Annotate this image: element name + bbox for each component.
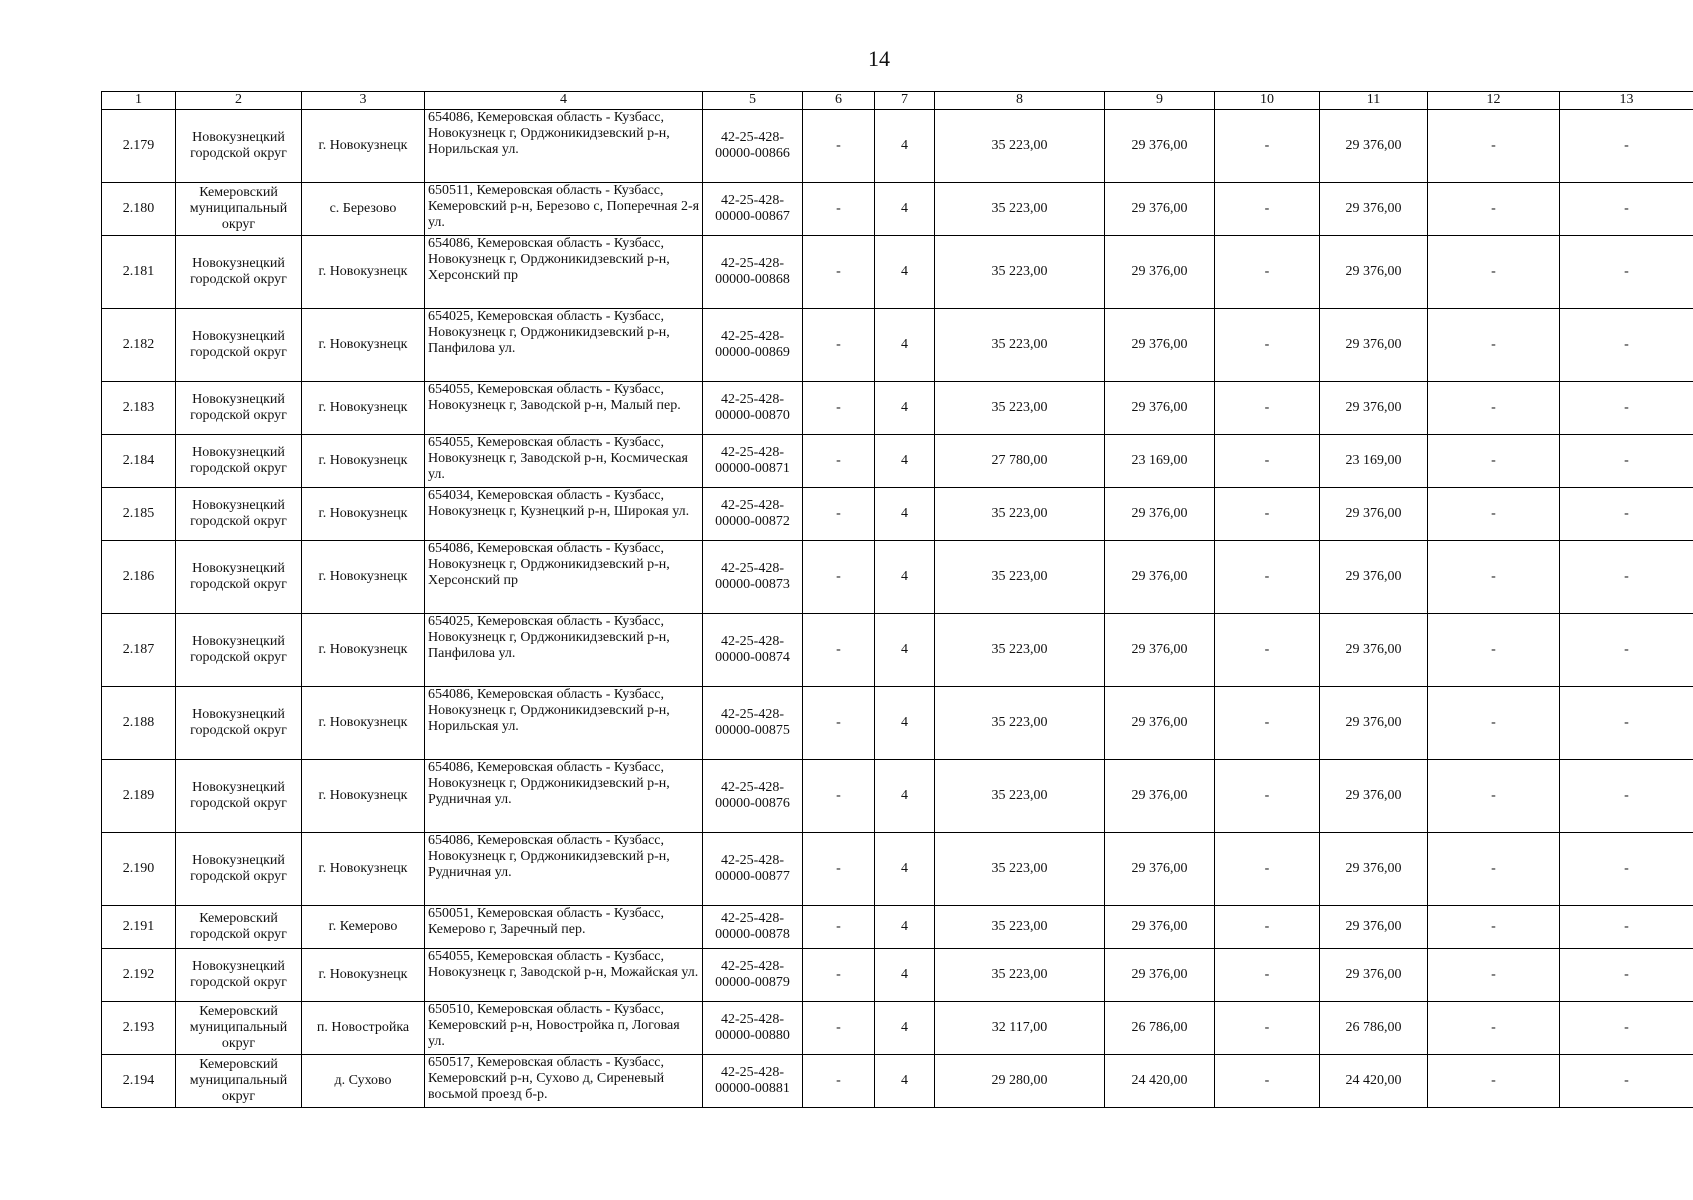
col-10-value: -: [1215, 1055, 1320, 1108]
column-number-header: 5: [703, 92, 803, 110]
col-12-value: -: [1428, 1002, 1560, 1055]
municipality: Новокузнецкий городской округ: [176, 614, 302, 687]
row-number: 2.187: [102, 614, 176, 687]
table-body: [102, 110, 1693, 1108]
col-11-value: 29 376,00: [1320, 309, 1428, 382]
address: 650051, Кемеровская область - Кузбасс, Кемерово г, Заречный пер.: [425, 906, 703, 949]
municipality: Новокузнецкий городской округ: [176, 110, 302, 183]
col-11-value: 29 376,00: [1320, 614, 1428, 687]
row-number: 2.188: [102, 687, 176, 760]
col-10-value: -: [1215, 614, 1320, 687]
municipality: Новокузнецкий городской округ: [176, 541, 302, 614]
col-8-value: 32 117,00: [935, 1002, 1105, 1055]
settlement: с. Березово: [302, 183, 425, 236]
row-number: 2.186: [102, 541, 176, 614]
col-10-value: -: [1215, 1002, 1320, 1055]
col-12-value: -: [1428, 309, 1560, 382]
col-13-value: -: [1560, 1055, 1693, 1108]
col-9-value: 29 376,00: [1105, 949, 1215, 1002]
col-11-value: 29 376,00: [1320, 541, 1428, 614]
col-10-value: -: [1215, 435, 1320, 488]
col-11-value: 29 376,00: [1320, 382, 1428, 435]
table-row: [102, 382, 1693, 435]
table-row: [102, 760, 1693, 833]
row-number: 2.181: [102, 236, 176, 309]
table-row: [102, 435, 1693, 488]
col-13-value: -: [1560, 906, 1693, 949]
col-6-value: -: [803, 309, 875, 382]
column-number-header: 3: [302, 92, 425, 110]
col-7-value: 4: [875, 760, 935, 833]
col-9-value: 29 376,00: [1105, 614, 1215, 687]
col-7-value: 4: [875, 183, 935, 236]
row-number: 2.182: [102, 309, 176, 382]
col-11-value: 24 420,00: [1320, 1055, 1428, 1108]
col-7-value: 4: [875, 435, 935, 488]
table-row: [102, 236, 1693, 309]
row-number: 2.192: [102, 949, 176, 1002]
col-6-value: -: [803, 183, 875, 236]
table-row: [102, 906, 1693, 949]
table-row: [102, 833, 1693, 906]
col-6-value: -: [803, 760, 875, 833]
col-10-value: -: [1215, 309, 1320, 382]
settlement: г. Новокузнецк: [302, 614, 425, 687]
col-8-value: 35 223,00: [935, 488, 1105, 541]
column-number-header: 13: [1560, 92, 1693, 110]
col-8-value: 35 223,00: [935, 906, 1105, 949]
col-6-value: -: [803, 541, 875, 614]
municipality: Кемеровский муниципальный округ: [176, 1002, 302, 1055]
col-7-value: 4: [875, 1055, 935, 1108]
col-9-value: 29 376,00: [1105, 906, 1215, 949]
col-13-value: -: [1560, 949, 1693, 1002]
col-9-value: 29 376,00: [1105, 110, 1215, 183]
municipality: Новокузнецкий городской округ: [176, 949, 302, 1002]
col-13-value: -: [1560, 435, 1693, 488]
col-9-value: 29 376,00: [1105, 833, 1215, 906]
municipality: Новокузнецкий городской округ: [176, 760, 302, 833]
registry-code: 42-25-428-00000-00876: [703, 760, 803, 833]
row-number: 2.179: [102, 110, 176, 183]
row-number: 2.190: [102, 833, 176, 906]
col-9-value: 29 376,00: [1105, 309, 1215, 382]
col-8-value: 35 223,00: [935, 760, 1105, 833]
municipality: Кемеровский муниципальный округ: [176, 1055, 302, 1108]
municipality: Новокузнецкий городской округ: [176, 687, 302, 760]
col-11-value: 29 376,00: [1320, 488, 1428, 541]
col-6-value: -: [803, 906, 875, 949]
col-6-value: -: [803, 949, 875, 1002]
col-12-value: -: [1428, 541, 1560, 614]
col-13-value: -: [1560, 833, 1693, 906]
address: 654055, Кемеровская область - Кузбасс, Новокузнецк г, Заводской р-н, Малый пер.: [425, 382, 703, 435]
municipality: Новокузнецкий городской округ: [176, 382, 302, 435]
col-7-value: 4: [875, 541, 935, 614]
col-12-value: -: [1428, 906, 1560, 949]
municipality: Кемеровский городской округ: [176, 906, 302, 949]
row-number: 2.180: [102, 183, 176, 236]
page-number: 14: [868, 46, 890, 71]
col-12-value: -: [1428, 949, 1560, 1002]
col-6-value: -: [803, 1055, 875, 1108]
settlement: д. Сухово: [302, 1055, 425, 1108]
address: 650510, Кемеровская область - Кузбасс, Кемеровский р-н, Новостройка п, Логовая ул.: [425, 1002, 703, 1055]
settlement: г. Новокузнецк: [302, 488, 425, 541]
col-12-value: -: [1428, 488, 1560, 541]
col-10-value: -: [1215, 382, 1320, 435]
col-8-value: 27 780,00: [935, 435, 1105, 488]
column-number-header: 10: [1215, 92, 1320, 110]
column-number-row: [102, 92, 1693, 110]
col-13-value: -: [1560, 236, 1693, 309]
col-11-value: 29 376,00: [1320, 687, 1428, 760]
col-9-value: 29 376,00: [1105, 760, 1215, 833]
col-12-value: -: [1428, 382, 1560, 435]
column-number-header: 9: [1105, 92, 1215, 110]
col-11-value: 29 376,00: [1320, 183, 1428, 236]
col-9-value: 23 169,00: [1105, 435, 1215, 488]
address: 654086, Кемеровская область - Кузбасс, Новокузнецк г, Орджоникидзевский р-н, Норильская ул.: [425, 110, 703, 183]
col-13-value: -: [1560, 687, 1693, 760]
row-number: 2.189: [102, 760, 176, 833]
col-6-value: -: [803, 488, 875, 541]
col-7-value: 4: [875, 906, 935, 949]
municipality: Новокузнецкий городской округ: [176, 435, 302, 488]
col-12-value: -: [1428, 614, 1560, 687]
col-12-value: -: [1428, 183, 1560, 236]
settlement: г. Новокузнецк: [302, 833, 425, 906]
address: 654086, Кемеровская область - Кузбасс, Новокузнецк г, Орджоникидзевский р-н, Херсонский пр: [425, 236, 703, 309]
registry-code: 42-25-428-00000-00875: [703, 687, 803, 760]
col-6-value: -: [803, 382, 875, 435]
settlement: г. Новокузнецк: [302, 435, 425, 488]
column-number-header: 1: [102, 92, 176, 110]
col-8-value: 35 223,00: [935, 110, 1105, 183]
col-6-value: -: [803, 110, 875, 183]
column-number-header: 8: [935, 92, 1105, 110]
registry-code: 42-25-428-00000-00877: [703, 833, 803, 906]
col-6-value: -: [803, 435, 875, 488]
address: 654034, Кемеровская область - Кузбасс, Новокузнецк г, Кузнецкий р-н, Широкая ул.: [425, 488, 703, 541]
col-9-value: 29 376,00: [1105, 541, 1215, 614]
address: 654086, Кемеровская область - Кузбасс, Новокузнецк г, Орджоникидзевский р-н, Рудничная ул.: [425, 833, 703, 906]
registry-code: 42-25-428-00000-00868: [703, 236, 803, 309]
table-row: [102, 949, 1693, 1002]
row-number: 2.194: [102, 1055, 176, 1108]
registry-code: 42-25-428-00000-00874: [703, 614, 803, 687]
col-9-value: 24 420,00: [1105, 1055, 1215, 1108]
settlement: п. Новостройка: [302, 1002, 425, 1055]
col-7-value: 4: [875, 687, 935, 760]
col-13-value: -: [1560, 760, 1693, 833]
col-10-value: -: [1215, 488, 1320, 541]
col-9-value: 29 376,00: [1105, 687, 1215, 760]
col-7-value: 4: [875, 488, 935, 541]
registry-code: 42-25-428-00000-00879: [703, 949, 803, 1002]
col-11-value: 29 376,00: [1320, 110, 1428, 183]
register-table: [101, 91, 1693, 1108]
registry-code: 42-25-428-00000-00866: [703, 110, 803, 183]
col-10-value: -: [1215, 833, 1320, 906]
address: 654025, Кемеровская область - Кузбасс, Новокузнецк г, Орджоникидзевский р-н, Панфилова ул.: [425, 309, 703, 382]
row-number: 2.184: [102, 435, 176, 488]
col-11-value: 29 376,00: [1320, 236, 1428, 309]
settlement: г. Новокузнецк: [302, 382, 425, 435]
col-7-value: 4: [875, 1002, 935, 1055]
col-7-value: 4: [875, 382, 935, 435]
col-12-value: -: [1428, 760, 1560, 833]
col-10-value: -: [1215, 906, 1320, 949]
col-9-value: 29 376,00: [1105, 236, 1215, 309]
col-6-value: -: [803, 1002, 875, 1055]
settlement: г. Новокузнецк: [302, 760, 425, 833]
col-8-value: 35 223,00: [935, 382, 1105, 435]
col-10-value: -: [1215, 541, 1320, 614]
registry-code: 42-25-428-00000-00872: [703, 488, 803, 541]
col-8-value: 35 223,00: [935, 236, 1105, 309]
col-11-value: 29 376,00: [1320, 949, 1428, 1002]
col-8-value: 35 223,00: [935, 614, 1105, 687]
registry-code: 42-25-428-00000-00881: [703, 1055, 803, 1108]
col-13-value: -: [1560, 382, 1693, 435]
col-9-value: 26 786,00: [1105, 1002, 1215, 1055]
col-13-value: -: [1560, 614, 1693, 687]
registry-code: 42-25-428-00000-00870: [703, 382, 803, 435]
col-11-value: 29 376,00: [1320, 833, 1428, 906]
settlement: г. Новокузнецк: [302, 236, 425, 309]
col-13-value: -: [1560, 183, 1693, 236]
table-row: [102, 687, 1693, 760]
col-11-value: 26 786,00: [1320, 1002, 1428, 1055]
column-number-header: 4: [425, 92, 703, 110]
municipality: Новокузнецкий городской округ: [176, 236, 302, 309]
col-6-value: -: [803, 236, 875, 309]
col-6-value: -: [803, 833, 875, 906]
col-10-value: -: [1215, 236, 1320, 309]
col-9-value: 29 376,00: [1105, 382, 1215, 435]
municipality: Новокузнецкий городской округ: [176, 488, 302, 541]
col-9-value: 29 376,00: [1105, 183, 1215, 236]
row-number: 2.193: [102, 1002, 176, 1055]
col-13-value: -: [1560, 110, 1693, 183]
col-12-value: -: [1428, 236, 1560, 309]
col-7-value: 4: [875, 833, 935, 906]
table-row: [102, 1055, 1693, 1108]
address: 650511, Кемеровская область - Кузбасс, Кемеровский р-н, Березово с, Поперечная 2-я ул.: [425, 183, 703, 236]
registry-code: 42-25-428-00000-00878: [703, 906, 803, 949]
settlement: г. Новокузнецк: [302, 309, 425, 382]
table-row: [102, 110, 1693, 183]
col-8-value: 35 223,00: [935, 309, 1105, 382]
municipality: Кемеровский муниципальный округ: [176, 183, 302, 236]
table-row: [102, 488, 1693, 541]
address: 654055, Кемеровская область - Кузбасс, Новокузнецк г, Заводской р-н, Космическая ул.: [425, 435, 703, 488]
settlement: г. Новокузнецк: [302, 110, 425, 183]
column-number-header: 7: [875, 92, 935, 110]
settlement: г. Новокузнецк: [302, 949, 425, 1002]
col-7-value: 4: [875, 236, 935, 309]
row-number: 2.183: [102, 382, 176, 435]
col-8-value: 29 280,00: [935, 1055, 1105, 1108]
col-12-value: -: [1428, 1055, 1560, 1108]
table-row: [102, 183, 1693, 236]
col-11-value: 29 376,00: [1320, 760, 1428, 833]
registry-code: 42-25-428-00000-00867: [703, 183, 803, 236]
col-10-value: -: [1215, 760, 1320, 833]
column-number-header: 12: [1428, 92, 1560, 110]
registry-code: 42-25-428-00000-00869: [703, 309, 803, 382]
col-10-value: -: [1215, 110, 1320, 183]
col-10-value: -: [1215, 183, 1320, 236]
col-8-value: 35 223,00: [935, 833, 1105, 906]
col-7-value: 4: [875, 614, 935, 687]
col-6-value: -: [803, 614, 875, 687]
settlement: г. Новокузнецк: [302, 541, 425, 614]
col-7-value: 4: [875, 110, 935, 183]
col-13-value: -: [1560, 1002, 1693, 1055]
table-row: [102, 309, 1693, 382]
registry-code: 42-25-428-00000-00880: [703, 1002, 803, 1055]
col-8-value: 35 223,00: [935, 541, 1105, 614]
address: 654025, Кемеровская область - Кузбасс, Новокузнецк г, Орджоникидзевский р-н, Панфилова ул.: [425, 614, 703, 687]
row-number: 2.185: [102, 488, 176, 541]
col-11-value: 23 169,00: [1320, 435, 1428, 488]
col-9-value: 29 376,00: [1105, 488, 1215, 541]
col-12-value: -: [1428, 435, 1560, 488]
col-11-value: 29 376,00: [1320, 906, 1428, 949]
table-row: [102, 614, 1693, 687]
col-12-value: -: [1428, 833, 1560, 906]
settlement: г. Кемерово: [302, 906, 425, 949]
row-number: 2.191: [102, 906, 176, 949]
municipality: Новокузнецкий городской округ: [176, 833, 302, 906]
col-13-value: -: [1560, 488, 1693, 541]
column-number-header: 2: [176, 92, 302, 110]
address: 650517, Кемеровская область - Кузбасс, Кемеровский р-н, Сухово д, Сиреневый восьмой проезд б-р.: [425, 1055, 703, 1108]
column-number-header: 6: [803, 92, 875, 110]
address: 654086, Кемеровская область - Кузбасс, Новокузнецк г, Орджоникидзевский р-н, Рудничная ул.: [425, 760, 703, 833]
column-number-header: 11: [1320, 92, 1428, 110]
table-row: [102, 1002, 1693, 1055]
col-13-value: -: [1560, 541, 1693, 614]
col-10-value: -: [1215, 949, 1320, 1002]
settlement: г. Новокузнецк: [302, 687, 425, 760]
registry-code: 42-25-428-00000-00871: [703, 435, 803, 488]
table-row: [102, 541, 1693, 614]
registry-code: 42-25-428-00000-00873: [703, 541, 803, 614]
col-12-value: -: [1428, 687, 1560, 760]
col-12-value: -: [1428, 110, 1560, 183]
col-8-value: 35 223,00: [935, 949, 1105, 1002]
col-10-value: -: [1215, 687, 1320, 760]
col-6-value: -: [803, 687, 875, 760]
address: 654086, Кемеровская область - Кузбасс, Новокузнецк г, Орджоникидзевский р-н, Норильская ул.: [425, 687, 703, 760]
col-13-value: -: [1560, 309, 1693, 382]
col-8-value: 35 223,00: [935, 183, 1105, 236]
address: 654086, Кемеровская область - Кузбасс, Новокузнецк г, Орджоникидзевский р-н, Херсонский пр: [425, 541, 703, 614]
address: 654055, Кемеровская область - Кузбасс, Новокузнецк г, Заводской р-н, Можайская ул.: [425, 949, 703, 1002]
municipality: Новокузнецкий городской округ: [176, 309, 302, 382]
col-7-value: 4: [875, 949, 935, 1002]
col-8-value: 35 223,00: [935, 687, 1105, 760]
col-7-value: 4: [875, 309, 935, 382]
